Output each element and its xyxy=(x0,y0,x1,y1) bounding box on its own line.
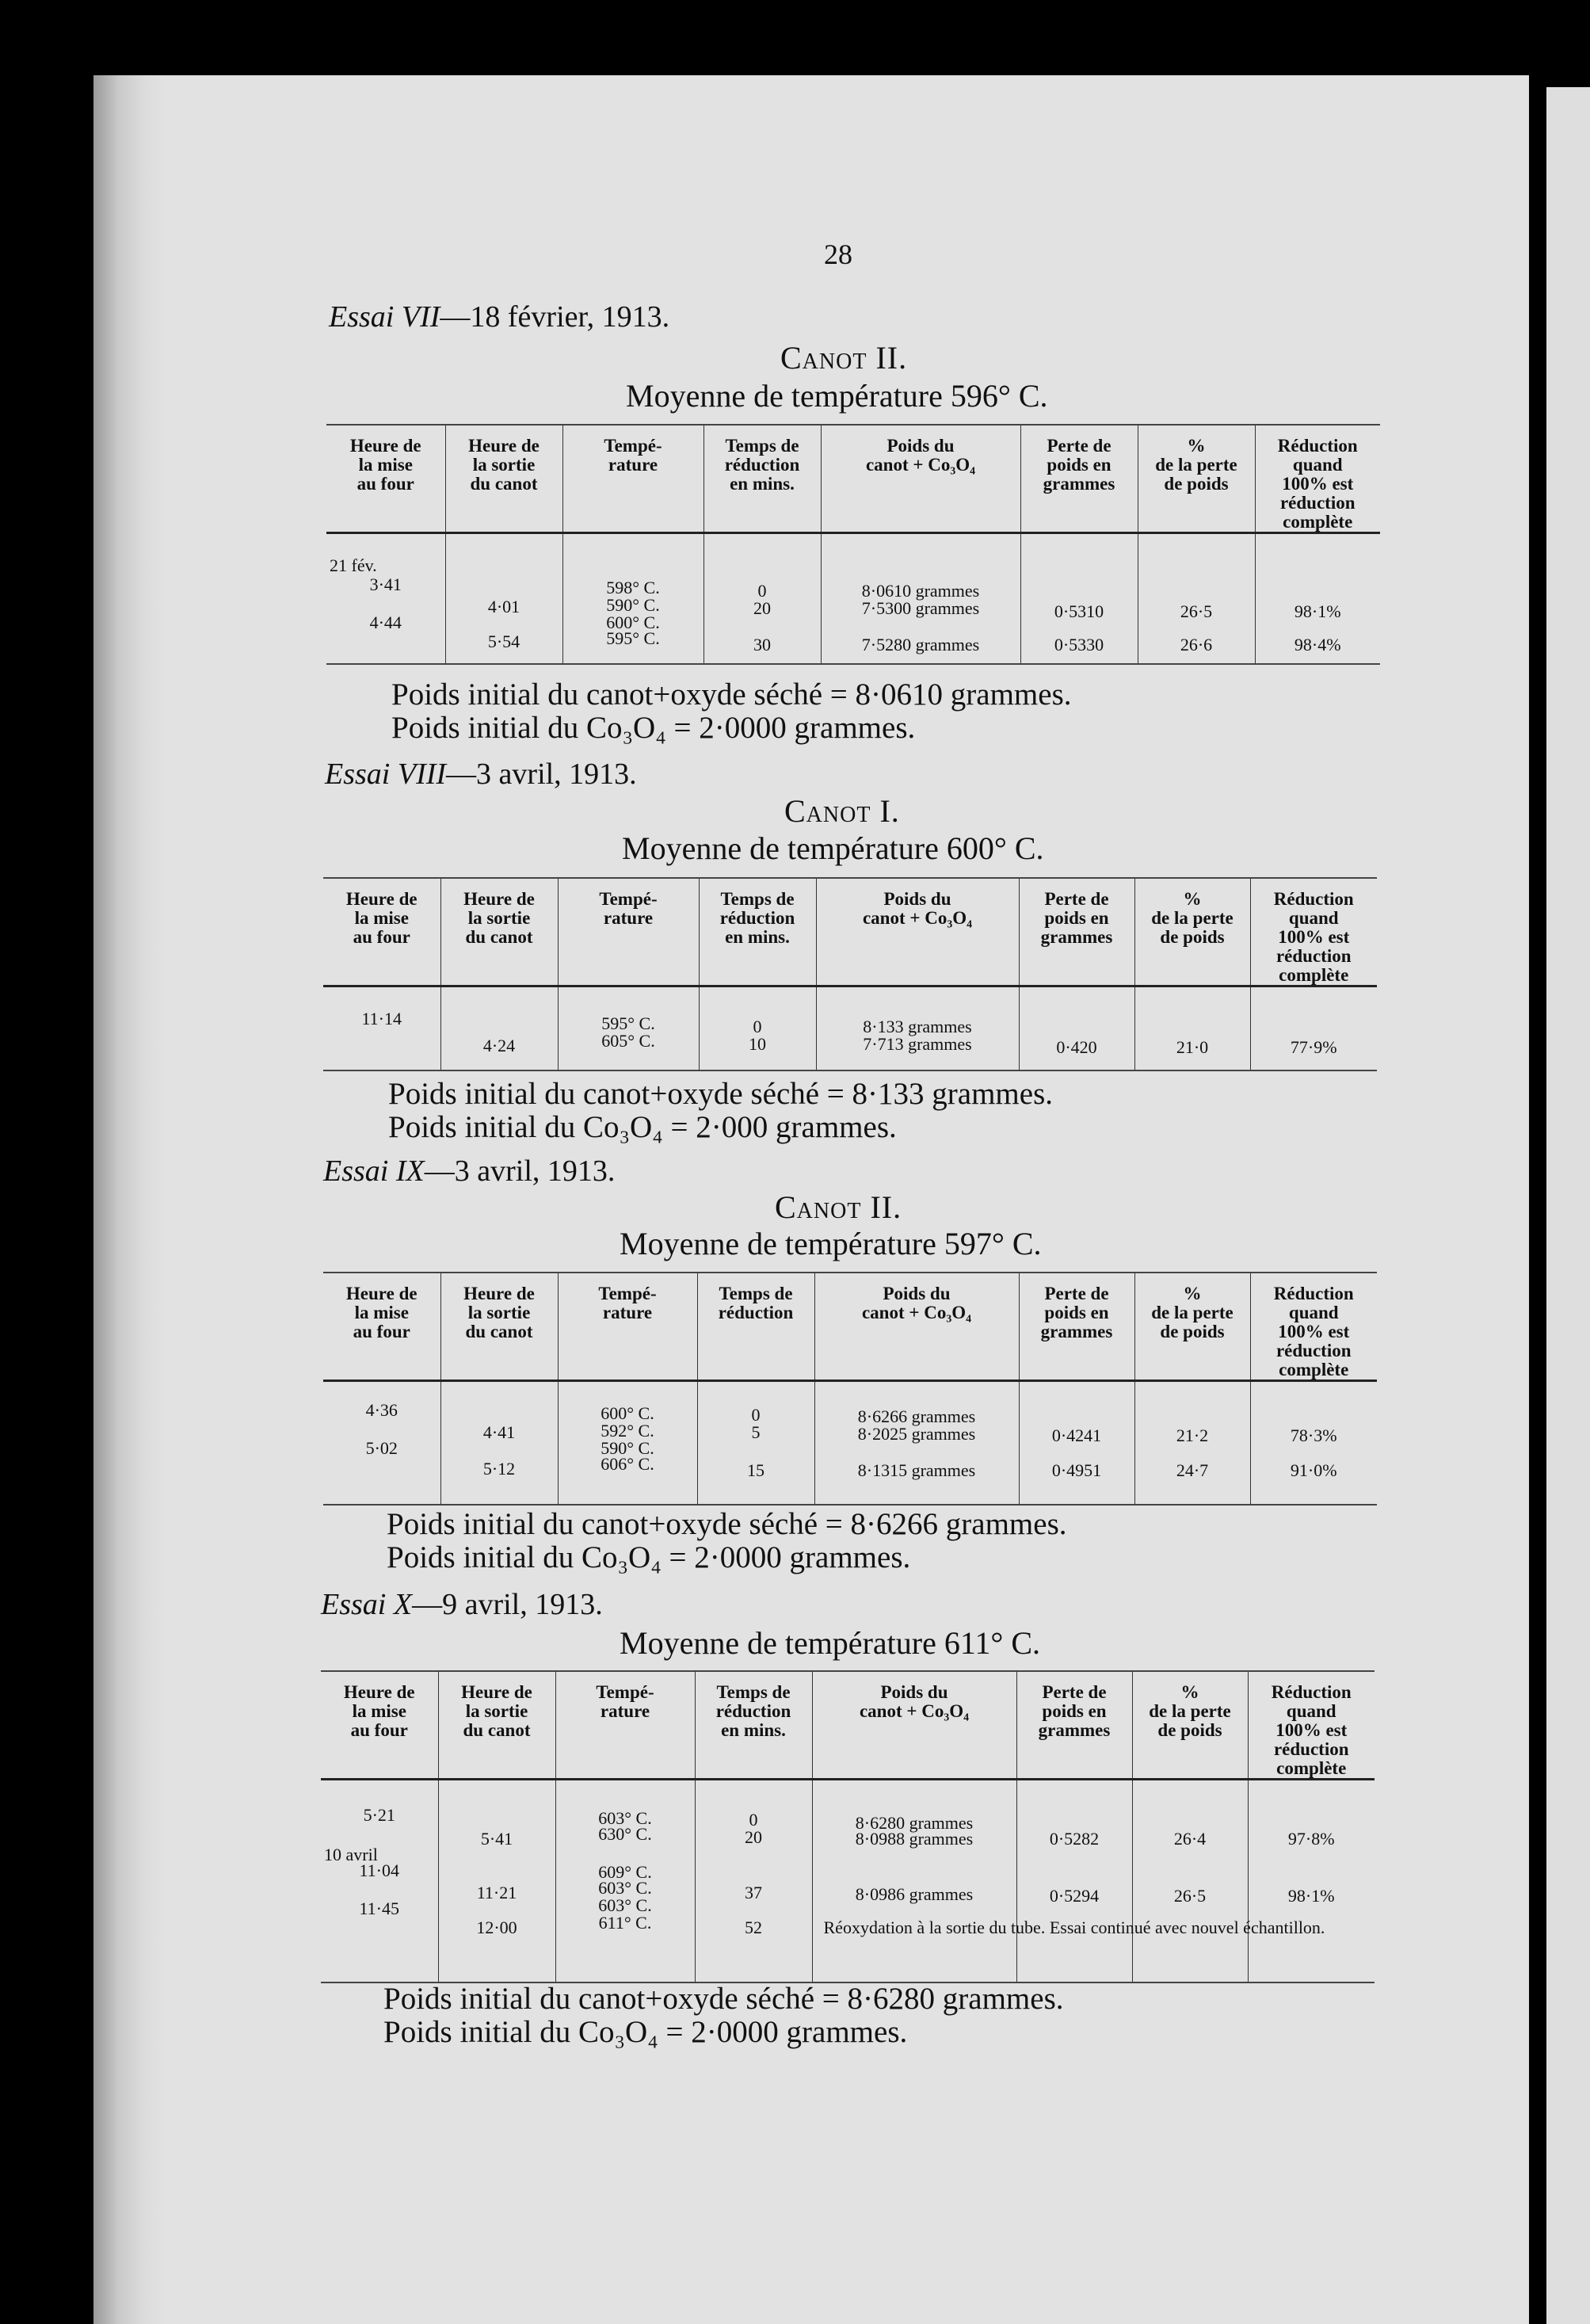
header-line: Heure de xyxy=(349,436,421,456)
header-line: 100% est xyxy=(1278,927,1350,947)
header-line: en mins. xyxy=(730,474,795,494)
cell-perte: 0·5282 0·5294 xyxy=(1016,1780,1132,1982)
cell-mise: 4·36 5·02 xyxy=(323,1381,440,1505)
header-line: 100% est xyxy=(1275,1720,1348,1740)
header-line: Heure de xyxy=(343,1682,415,1702)
header-line: de poids xyxy=(1160,927,1225,947)
header-line: % xyxy=(1180,1682,1199,1702)
header-line: Perte de xyxy=(1042,1682,1107,1702)
cell-temps: 0 10 xyxy=(699,986,816,1070)
header-line: Poids du xyxy=(880,1682,948,1702)
essai-8-moyenne: Moyenne de température 600° C. xyxy=(622,830,1044,866)
cell-temps: 0 5 15 xyxy=(697,1381,814,1505)
header-line: grammes xyxy=(1043,474,1115,494)
col-heure-sortie xyxy=(440,1273,558,1381)
header-line: rature xyxy=(602,1303,653,1322)
header-line: Perte de xyxy=(1044,889,1109,909)
header-line: de la perte xyxy=(1151,1303,1233,1322)
essai-10-poids-initial: Poids initial du canot+oxyde séché = 8·6280 grammes. Poids initial du Co₃O₄ = 2·0000 grammes. xyxy=(383,1982,1064,2049)
header-line: Perte de xyxy=(1047,436,1111,456)
header-line: la sortie xyxy=(467,1303,531,1322)
header-line: de poids xyxy=(1164,474,1229,494)
cell-reduction: 77·9% xyxy=(1290,1037,1337,1057)
header-line: en mins. xyxy=(721,1720,786,1740)
essai-8-poids-initial: Poids initial du canot+oxyde séché = 8·133 grammes. Poids initial du Co₃O₄ = 2·000 grammes. xyxy=(388,1077,1053,1144)
header-line: du canot xyxy=(465,1322,533,1341)
header-line: rature xyxy=(603,908,654,928)
cell-reduction: 98·1% 98·4% xyxy=(1294,601,1341,654)
header-line: réduction xyxy=(715,1701,791,1721)
col-temperature xyxy=(562,425,703,533)
header-line: canot + Co₃O₄ xyxy=(861,1303,972,1322)
col-heure-sortie xyxy=(445,425,562,533)
header-line: Tempé- xyxy=(598,1284,657,1303)
header-line: quand xyxy=(1288,908,1339,928)
header-line: poids en xyxy=(1044,908,1109,928)
cell-perte: 0·420 xyxy=(1019,986,1134,1070)
header-line: réduction xyxy=(719,908,795,928)
col-poids-canot xyxy=(812,1671,1016,1780)
header-line: la mise xyxy=(354,1303,409,1322)
col-heure-sortie xyxy=(438,1671,555,1780)
essai-10-table xyxy=(321,1670,1375,1983)
page-number: 28 xyxy=(824,239,852,270)
col-temps-reduction xyxy=(703,425,821,533)
header-line: Tempé- xyxy=(604,436,662,456)
header-line: du canot xyxy=(465,927,533,947)
header-line: du canot xyxy=(463,1720,531,1740)
header-line: poids en xyxy=(1042,1701,1107,1721)
essai-8-title: Essai VIII—3 avril, 1913. xyxy=(325,757,637,791)
header-line: rature xyxy=(600,1701,650,1721)
header-line: % xyxy=(1183,889,1202,909)
essai-7-poids-initial: Poids initial du canot+oxyde séché = 8·0610 grammes. Poids initial du Co₃O₄ = 2·0000 grammes. xyxy=(391,677,1072,745)
col-reduction xyxy=(1255,425,1380,533)
col-heure-mise xyxy=(323,1273,440,1381)
header-line: quand xyxy=(1288,1303,1339,1322)
next-page-edge xyxy=(1546,87,1590,2324)
cell-temp: 603° C. 630° C. 609° C. 603° C. 603° C. 611° C. xyxy=(555,1780,695,1982)
header-line: Réduction xyxy=(1271,1682,1352,1702)
header-line: grammes xyxy=(1038,1720,1111,1740)
header-line: canot + Co₃O₄ xyxy=(865,455,976,475)
essai-8-table xyxy=(323,877,1377,1071)
header-line: la sortie xyxy=(467,908,531,928)
col-heure-sortie xyxy=(440,878,558,986)
cell-pct: 21·0 xyxy=(1134,986,1250,1070)
col-temperature xyxy=(558,1273,697,1381)
col-temps-reduction xyxy=(695,1671,812,1780)
header-line: Poids du xyxy=(883,889,951,909)
cell-sortie: 4·41 5·12 xyxy=(440,1381,558,1505)
header-line: complète xyxy=(1279,965,1349,985)
header-line: Réduction xyxy=(1277,436,1358,456)
col-heure-mise xyxy=(326,425,445,533)
cell-mise: 5·21 10 avril 11·04 11·45 xyxy=(321,1780,438,1982)
header-line: % xyxy=(1187,436,1206,456)
essai-9-canot: Canot II. xyxy=(775,1189,902,1225)
header-line: Réduction xyxy=(1273,1284,1354,1303)
header-line: Heure de xyxy=(463,889,535,909)
col-heure-mise xyxy=(321,1671,438,1780)
col-pct-perte xyxy=(1132,1671,1248,1780)
col-perte-poids xyxy=(1019,1273,1134,1381)
essai-7-canot: Canot II. xyxy=(780,340,908,376)
col-temps-reduction xyxy=(697,1273,814,1381)
col-perte-poids xyxy=(1019,878,1134,986)
essai-8-canot: Canot I. xyxy=(784,793,900,829)
col-perte-poids xyxy=(1016,1671,1132,1780)
header-line: % xyxy=(1183,1284,1202,1303)
header-line: réduction xyxy=(724,455,800,475)
header-line: Temps de xyxy=(725,436,799,456)
essai-9-table xyxy=(323,1272,1377,1505)
header-line: poids en xyxy=(1044,1303,1109,1322)
cell-reduction: 97·8% 98·1% xyxy=(1287,1829,1335,1906)
cell-sortie: 4·24 xyxy=(440,986,558,1070)
cell-pct: 26·4 26·5 xyxy=(1132,1780,1248,1982)
header-line: grammes xyxy=(1040,1322,1113,1341)
header-line: réduction xyxy=(1279,493,1356,513)
header-line: complète xyxy=(1283,512,1353,532)
header-line: Temps de xyxy=(716,1682,791,1702)
col-perte-poids xyxy=(1020,425,1138,533)
col-reduction xyxy=(1250,1273,1377,1381)
cell-sortie: 4·01 5·54 xyxy=(445,533,562,664)
header-line: la mise xyxy=(352,1701,406,1721)
header-line: au four xyxy=(353,1322,410,1341)
cell-poids: 8·133 grammes 7·713 grammes xyxy=(816,986,1019,1070)
header-line: de la perte xyxy=(1149,1701,1231,1721)
col-pct-perte xyxy=(1134,878,1250,986)
cell-temp: 595° C. 605° C. xyxy=(558,986,699,1070)
page-binding-shadow xyxy=(93,75,165,2324)
header-line: de la perte xyxy=(1151,908,1233,928)
cell-perte: 0·4241 0·4951 xyxy=(1019,1381,1134,1505)
cell-poids: 8·6280 grammes 8·0988 grammes 8·0986 grammes Réoxydation à la sortie du tube. Essai continué avec nouvel échantillon. xyxy=(812,1780,1016,1982)
header-line: complète xyxy=(1279,1360,1349,1380)
header-line: Heure de xyxy=(345,1284,418,1303)
cell-temp: 600° C. 592° C. 590° C. 606° C. xyxy=(558,1381,697,1505)
header-line: de la perte xyxy=(1155,455,1237,475)
essai-9-moyenne: Moyenne de température 597° C. xyxy=(620,1226,1042,1261)
header-line: du canot xyxy=(470,474,538,494)
cell-reduction: 78·3% 91·0% xyxy=(1290,1425,1337,1480)
header-line: réduction xyxy=(1273,1739,1349,1759)
cell-sortie: 5·41 11·21 12·00 xyxy=(438,1780,555,1982)
header-line: la mise xyxy=(354,908,409,928)
header-line: quand xyxy=(1292,455,1343,475)
header-line: Perte de xyxy=(1044,1284,1109,1303)
col-temperature xyxy=(555,1671,695,1780)
header-line: au four xyxy=(353,927,410,947)
header-line: quand xyxy=(1286,1701,1336,1721)
cell-poids: 8·6266 grammes 8·2025 grammes 8·1315 grammes xyxy=(814,1381,1019,1505)
essai-7-table xyxy=(326,424,1380,665)
header-line: de poids xyxy=(1160,1322,1225,1341)
header-line: la sortie xyxy=(465,1701,528,1721)
header-line: la mise xyxy=(358,455,413,475)
header-line: poids en xyxy=(1047,455,1111,475)
essai-7-title: Essai VII—18 février, 1913. xyxy=(329,300,670,334)
header-line: Temps de xyxy=(720,889,795,909)
essai-9-poids-initial: Poids initial du canot+oxyde séché = 8·6266 grammes. Poids initial du Co₃O₄ = 2·0000 grammes. xyxy=(387,1507,1067,1574)
header-line: complète xyxy=(1276,1758,1347,1778)
header-line: Heure de xyxy=(463,1284,535,1303)
header-line: canot + Co₃O₄ xyxy=(862,908,973,928)
reoxydation-note: Réoxydation à la sortie du tube. Essai continué avec nouvel échantillon. xyxy=(823,1918,1325,1937)
col-reduction xyxy=(1248,1671,1375,1780)
col-poids-canot xyxy=(816,878,1019,986)
cell-pct: 26·5 26·6 xyxy=(1138,533,1255,664)
col-poids-canot xyxy=(821,425,1020,533)
header-line: au four xyxy=(350,1720,408,1740)
header-line: Poids du xyxy=(883,1284,951,1303)
essai-9-title: Essai IX—3 avril, 1913. xyxy=(323,1154,616,1188)
header-line: canot + Co₃O₄ xyxy=(859,1701,970,1721)
cell-perte: 0·5310 0·5330 xyxy=(1020,533,1138,664)
header-line: Tempé- xyxy=(599,889,658,909)
cell-pct: 21·2 24·7 xyxy=(1134,1381,1250,1505)
col-temperature xyxy=(558,878,699,986)
header-line: la sortie xyxy=(472,455,536,475)
header-line: Poids du xyxy=(887,436,955,456)
header-line: Tempé- xyxy=(596,1682,654,1702)
header-line: Heure de xyxy=(461,1682,532,1702)
col-pct-perte xyxy=(1138,425,1255,533)
essai-7-moyenne: Moyenne de température 596° C. xyxy=(626,378,1048,414)
header-line: réduction xyxy=(1275,1341,1352,1360)
header-line: Temps de xyxy=(719,1284,793,1303)
cell-temps: 0 20 30 xyxy=(703,533,821,664)
header-line: en mins. xyxy=(725,927,790,947)
cell-mise: 11·14 xyxy=(323,986,440,1070)
col-heure-mise xyxy=(323,878,440,986)
cell-temp: 598° C. 590° C. 600° C. 595° C. xyxy=(562,533,703,664)
header-line: réduction xyxy=(718,1303,794,1322)
col-temps-reduction xyxy=(699,878,816,986)
header-line: au four xyxy=(357,474,414,494)
header-line: 100% est xyxy=(1282,474,1354,494)
essai-10-moyenne: Moyenne de température 611° C. xyxy=(620,1625,1041,1661)
header-line: réduction xyxy=(1275,946,1352,966)
header-line: Réduction xyxy=(1273,889,1354,909)
col-poids-canot xyxy=(814,1273,1019,1381)
col-pct-perte xyxy=(1134,1273,1250,1381)
header-line: Heure de xyxy=(345,889,418,909)
essai-10-title: Essai X—9 avril, 1913. xyxy=(321,1588,603,1621)
header-line: de poids xyxy=(1157,1720,1222,1740)
header-line: grammes xyxy=(1040,927,1113,947)
cell-mise: 21 fév. 3·41 4·44 xyxy=(326,533,445,664)
header-line: Heure de xyxy=(468,436,540,456)
col-reduction xyxy=(1250,878,1377,986)
header-line: rature xyxy=(608,455,658,475)
header-line: 100% est xyxy=(1278,1322,1350,1341)
cell-temps: 0 20 37 52 xyxy=(695,1780,812,1982)
cell-poids: 8·0610 grammes 7·5300 grammes 7·5280 grammes xyxy=(821,533,1020,664)
